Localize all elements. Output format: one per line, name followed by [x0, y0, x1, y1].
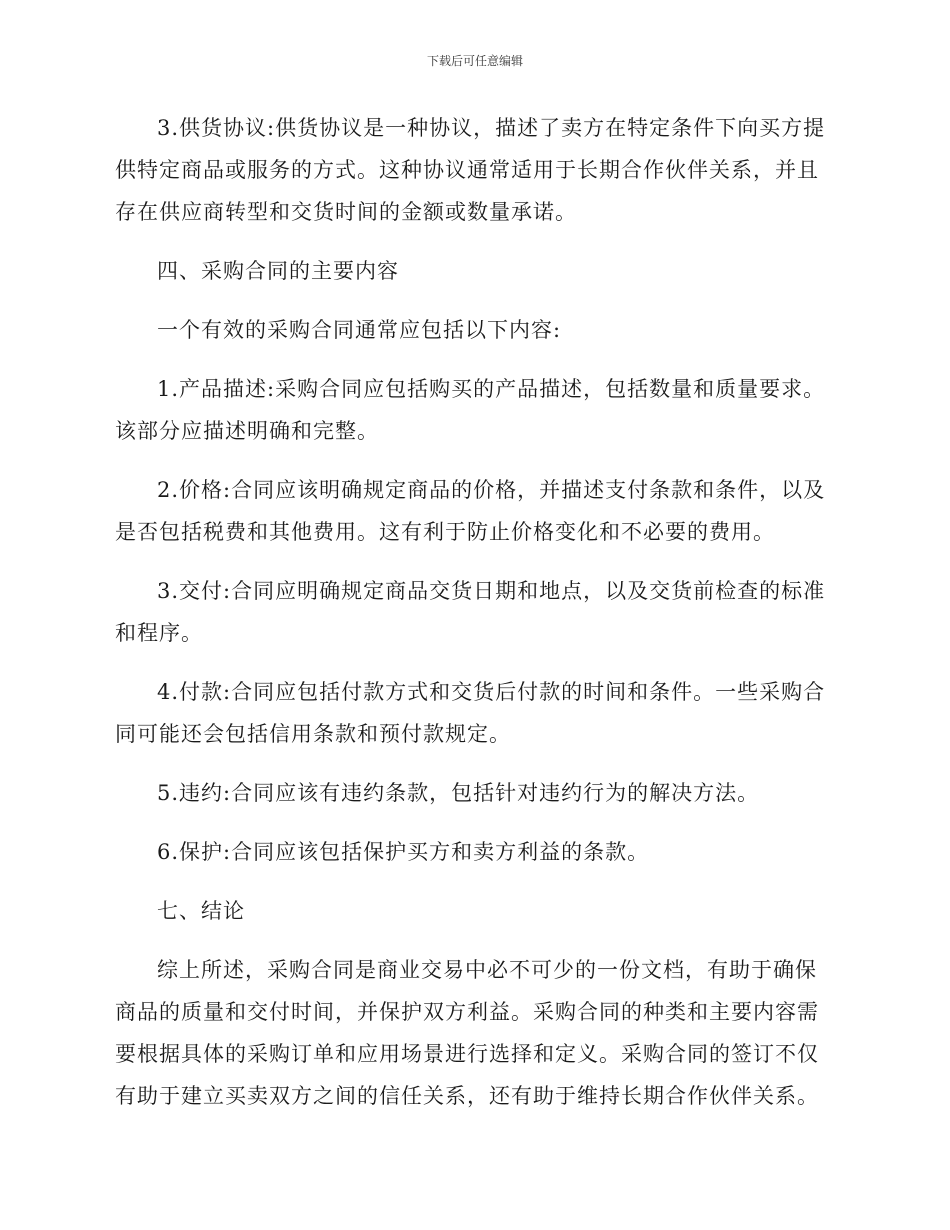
paragraph-delivery: 3.交付:合同应明确规定商品交货日期和地点，以及交货前检查的标准和程序。	[115, 579, 826, 645]
paragraph-breach: 5.违约:合同应该有违约条款，包括针对违约行为的解决方法。	[157, 781, 760, 805]
paragraph-supply-agreement: 3.供货协议:供货协议是一种协议，描述了卖方在特定条件下向买方提供特定商品或服务的方式。这种协议通常适用于长期合作伙伴关系，并且存在供应商转型和交货时间的金额或数量承诺。	[115, 116, 826, 224]
paragraph-conclusion: 综上所述，采购合同是商业交易中必不可少的一份文档，有助于确保商品的质量和交付时间，并保护双方利益。采购合同的种类和主要内容需要根据具体的采购订单和应用场景进行选择和定义。采购合同的签订不仅有助于建立买卖双方之间的信任关系，还有助于维持长期合作伙伴关系。	[115, 958, 819, 1108]
paragraph-protection: 6.保护:合同应该包括保护买方和卖方利益的条款。	[157, 840, 650, 864]
paragraph-price: 2.价格:合同应该明确规定商品的价格，并描述支付条款和条件，以及是否包括税费和其他费用。这有利于防止价格变化和不必要的费用。	[115, 478, 826, 544]
section-heading-conclusion: 七、结论	[157, 899, 245, 923]
page-header: 下载后可任意编辑	[426, 54, 523, 68]
paragraph-product-description: 1.产品描述:采购合同应包括购买的产品描述，包括数量和质量要求。该部分应描述明确和完整。	[115, 377, 826, 443]
paragraph-payment: 4.付款:合同应包括付款方式和交货后付款的时间和条件。一些采购合同可能还会包括信用条款和预付款规定。	[115, 680, 826, 746]
section-heading-main-content: 四、采购合同的主要内容	[157, 259, 399, 283]
paragraph-intro: 一个有效的采购合同通常应包括以下内容:	[157, 318, 562, 342]
document-body	[115, 107, 830, 1134]
